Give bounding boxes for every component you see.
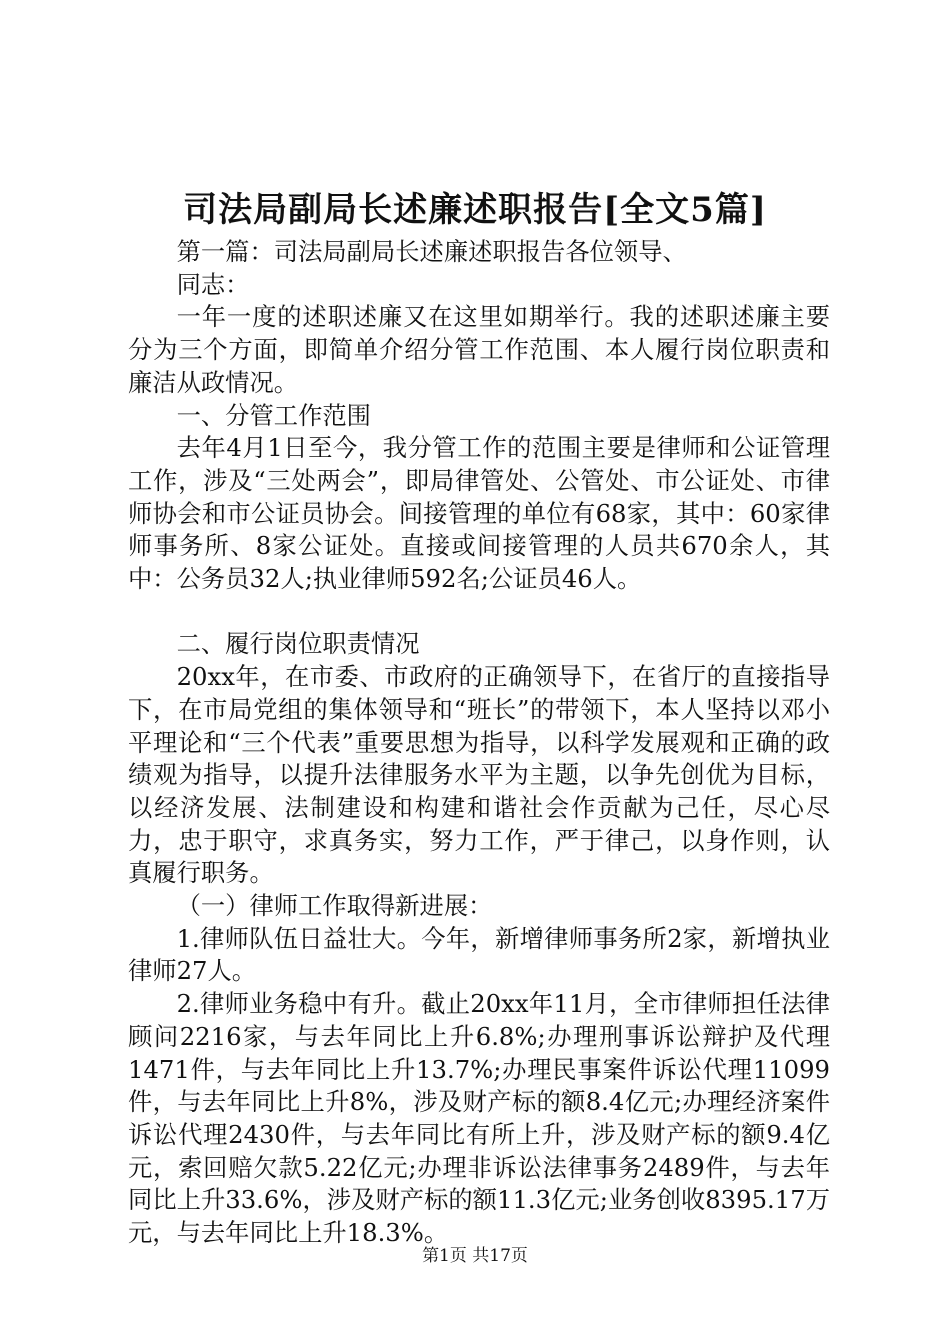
paragraph-salutation: 同志： — [176, 269, 250, 299]
document-body — [128, 236, 830, 1250]
paragraph-scope: 去年4月1日至今，我分管工作的范围主要是律师和公证管理工作，涉及“三处两会”，即局律管处、公管处、市公证处、市律师协会和市公证员协会。间接管理的单位有68家，其中：60家律师事务所、8家公证处。直接或间接管理的人员共670余人，其中：公务员32人;执业律师592名;公证员46人。 — [128, 433, 830, 594]
paragraph-duties: 20xx年，在市委、市政府的正确领导下，在省厅的直接指导下，在市局党组的集体领导和“班长”的带领下，本人坚持以邓小平理论和“三个代表”重要思想为指导，以科学发展观和正确的政绩观为指导，以提升法律服务水平为主题，以争先创优为目标，以经济发展、法制建设和构建和谐社会作贡献为己任，尽心尽力，忠于职守，求真务实，努力工作，严于律己，以身作则，认真履行职务。 — [128, 662, 830, 888]
paragraph-item-1: 1.律师队伍日益壮大。今年，新增律师事务所2家，新增执业律师27人。 — [128, 923, 830, 986]
paragraph-intro: 一年一度的述职述廉又在这里如期举行。我的述职述廉主要分为三个方面，即简单介绍分管工作范围、本人履行岗位职责和廉洁从政情况。 — [128, 302, 830, 397]
paragraph-heading-part-one: 第一篇：司法局副局长述廉述职报告各位领导、 — [176, 237, 687, 266]
subsection-heading-lawyers: （一）律师工作取得新进展： — [176, 891, 493, 921]
document-title: 司法局副局长述廉述职报告[全文5篇] — [183, 190, 767, 230]
page-footer: 第1页 共17页 — [422, 1246, 528, 1266]
paragraph-spacer — [128, 596, 830, 629]
section-heading-duties: 二、履行岗位职责情况 — [176, 629, 420, 659]
section-heading-scope: 一、分管工作范围 — [176, 400, 371, 430]
paragraph-item-2: 2.律师业务稳中有升。截止20xx年11月，全市律师担任法律顾问2216家，与去年同比上升6.8%;办理刑事诉讼辩护及代理1471件，与去年同比上升13.7%;办理民事案件诉讼代理11099件，与去年同比上升8%，涉及财产标的额8.4亿元;办理经济案件诉讼代理2430件，与去年同比有所上升，涉及财产标的额9.4亿元，索回赔欠款5.22亿元;办理非诉讼法律事务2489件，与去年同比上升33.6%，涉及财产标的额11.3亿元;业务创收8395.17万元，与去年同比上升18.3%。 — [128, 989, 830, 1248]
